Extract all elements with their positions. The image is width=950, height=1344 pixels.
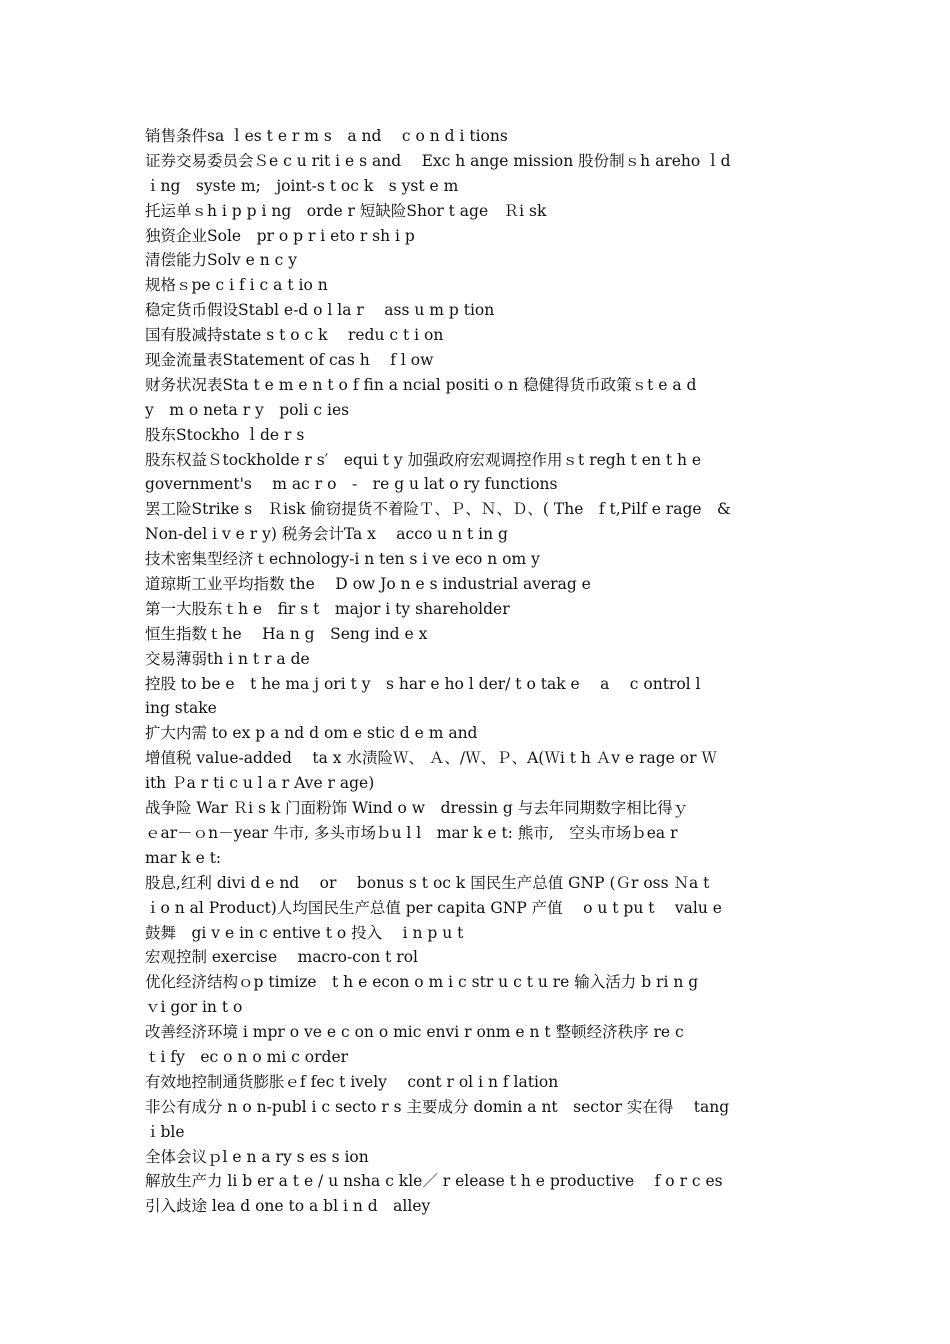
text-line: ing stake <box>145 699 217 718</box>
text-line: 财务状况表Sta t e m e n t o f fin a ncial positi o n 稳健得货币政策ｓt e a d <box>145 375 697 394</box>
text-line: 清偿能力Solv e n c y <box>145 251 297 270</box>
text-line: 国有股减持state s t o c k redu c t i on <box>145 326 444 345</box>
text-line: 销售条件sa ｌes t e r m s a nd c o n d i tions <box>145 127 508 145</box>
text-line: 改善经济环境 i mpr o ve e c on o mic envi r onm e n t 整顿经济秩序 re c <box>145 1023 684 1042</box>
text-line: 股东权益Ｓtockholde r s′ equi t y 加强政府宏观调控作用ｓt regh t en t h e <box>145 450 702 469</box>
text-line: 技术密集型经济ｔechnology-i n ten s i ve eco n om y <box>145 550 540 569</box>
text-line: 解放生产力 li b er a t e / u nsha c kle／ r elease t h e productive f o r c es <box>145 1172 723 1191</box>
text-line: 独资企业Sole pr o p r i eto r sh i p <box>145 226 415 245</box>
text-line: 非公有成分 n o n-publ i c secto r s 主要成分 domin a nt sector 实在得 tang <box>145 1097 730 1116</box>
text-line: 股东Stockho ｌde r s <box>145 425 305 444</box>
text-line: 控股 to be e t he ma j ori t y s har e ho l der/ t o tak e a c ontrol l <box>145 674 701 693</box>
text-line: ith Ｐa r ti c u l a r Ave r age) <box>145 774 375 793</box>
text-line: 罢工险Strike s Ｒisk 偷窃提货不着险Ｔ、Ｐ、Ｎ、Ｄ、( The f t,Pilf e rage & <box>145 500 731 519</box>
text-line: 宏观控制 exercise macro-con t rol <box>145 948 418 967</box>
text-line: 增值税 value-added ta x 水渍险Ｗ、 Ａ、/Ｗ、Ｐ、A(Ｗi t h Ａv e rage or Ｗ <box>145 749 717 768</box>
text-line: mar k e t: <box>145 848 222 867</box>
text-line: 优化经济结构ｏp timize t h e econ o m i c str u c t u re 输入活力 b ri n g <box>145 973 699 992</box>
text-line: 交易薄弱th i n t r a de <box>145 649 310 668</box>
text-line: ｉble <box>145 1122 185 1141</box>
text-line: 第一大股东ｔh e fir s t major i ty shareholder <box>145 599 510 618</box>
text-line: ｅar－ｏn－year 牛市, 多头市场ｂu l l mar k e t: 熊市, 空头市场ｂea r <box>145 823 678 842</box>
text-line: 股息,红利 divi d e nd or bonus s t oc k 国民生产总值 GNP (Ｇr oss Ｎa t <box>145 873 710 892</box>
text-line: 规格ｓpe c i f i c a t io n <box>145 276 328 295</box>
text-line: 全体会议ｐl e n a ry s es s ion <box>145 1147 369 1166</box>
text-line: ｉo n al Product)人均国民生产总值 per capita GNP 产值 o u t pu t valu e <box>145 898 722 917</box>
text-line: 引入歧途 lea d one to a bl i n d alley <box>145 1197 431 1216</box>
text-line: 托运单ｓh i p p i ng orde r 短缺险Shor t age Ｒi sk <box>145 201 547 220</box>
text-line: Non-del i v e r y) 税务会计Ta x acco u n t in g <box>145 525 508 544</box>
text-line: 证券交易委员会Ｓe c u rit i e s and Exc h ange mission 股份制ｓh areho ｌd <box>145 151 731 170</box>
text-line: ｔi fy ec o n o mi c order <box>145 1047 349 1066</box>
text-line: ｖi gor in t o <box>145 998 243 1017</box>
text-line: 现金流量表Statement of cas h f l ow <box>145 351 434 370</box>
text-line: y m o neta r y poli c ies <box>145 400 350 419</box>
vocabulary-list <box>145 124 810 1219</box>
text-line: 恒生指数ｔhe Ha n g Seng ind e x <box>145 624 428 643</box>
text-line: ｉng syste m; joint-s t oc k s yst e m <box>145 176 459 195</box>
text-line: 有效地控制通货膨胀ｅf fec t ively cont r ol i n f lation <box>145 1072 559 1091</box>
text-line: government's m ac r o - re g u lat o ry functions <box>145 475 558 494</box>
text-line: 道琼斯工业平均指数 the D ow Jo n e s industrial averag e <box>145 575 591 594</box>
text-line: 扩大内需 to ex p a nd d om e stic d e m and <box>145 724 478 743</box>
text-line: 战争险 War Ｒi s k 门面粉饰 Wind o w dressin g 与去年同期数字相比得ｙ <box>145 799 689 818</box>
text-line: 稳定货币假设Stabl e-d o l la r ass u m p tion <box>145 301 495 320</box>
text-line: 鼓舞 gi v e in c entive t o 投入 i n p u t <box>145 923 464 942</box>
